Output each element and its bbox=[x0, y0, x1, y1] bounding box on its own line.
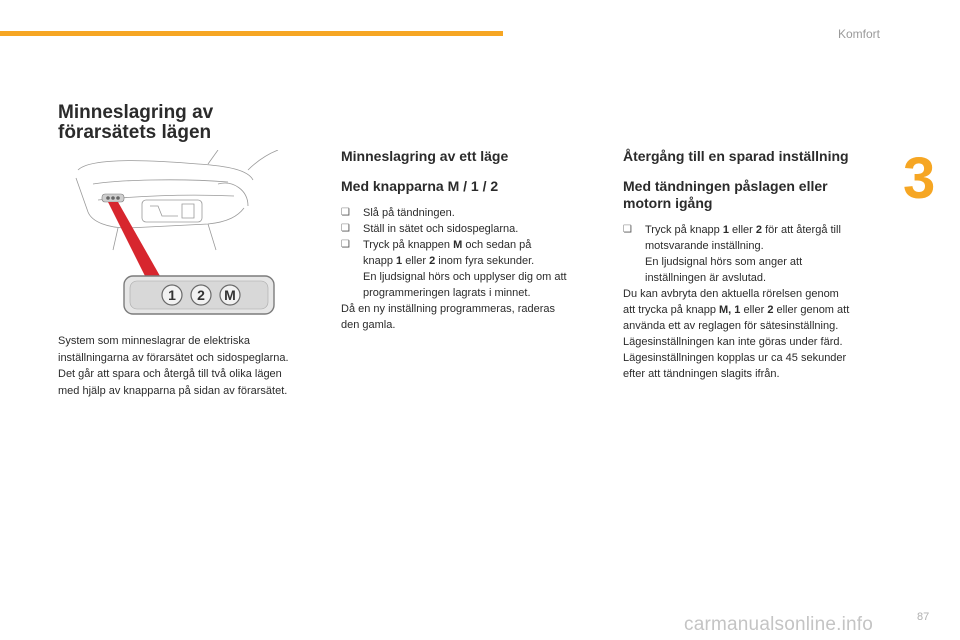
text: att trycka på knapp bbox=[623, 304, 719, 316]
bold-key: 2 bbox=[755, 224, 763, 236]
seat-memory-buttons-small bbox=[102, 194, 124, 202]
text: Tryck på knapp bbox=[645, 224, 723, 236]
step-item bbox=[341, 221, 603, 237]
text: för att återgå till bbox=[762, 224, 841, 236]
store-note bbox=[341, 301, 603, 333]
step-text bbox=[363, 253, 603, 269]
title-line-2: förarsätets lägen bbox=[58, 122, 212, 143]
memory-button-2 bbox=[191, 285, 211, 305]
intro-line: Det går att spara och återgå till två olika lägen bbox=[58, 368, 282, 380]
checkbox-icon: ❏ bbox=[341, 207, 350, 218]
seat-memory-illustration bbox=[58, 150, 284, 320]
text: eller bbox=[740, 304, 768, 316]
bold-key: 1 bbox=[722, 224, 729, 236]
step-text: motsvarande inställning. bbox=[645, 240, 764, 252]
watermark: carmanualsonline.info bbox=[684, 614, 874, 635]
step-text: En ljudsignal hörs och upplyser dig om att bbox=[363, 271, 567, 283]
note-line: efter att tändningen slagits ifrån. bbox=[623, 368, 780, 380]
note-line bbox=[623, 304, 849, 316]
text: eller bbox=[402, 255, 430, 267]
title-line-1: Minneslagring av bbox=[58, 102, 214, 123]
store-position-subheading: Med knapparna M / 1 / 2 bbox=[341, 178, 499, 194]
note-line: använda ett av reglagen för sätesinställning. bbox=[623, 320, 839, 332]
note-line: Då en ny inställning programmeras, raderas bbox=[341, 303, 555, 315]
step-text: inställningen är avslutad. bbox=[645, 272, 767, 284]
note-line: den gamla. bbox=[341, 319, 396, 331]
checkbox-icon: ❏ bbox=[341, 239, 350, 250]
header-accent-bar bbox=[0, 31, 503, 36]
memory-button-1-label: 1 bbox=[168, 287, 176, 303]
subheading-line: Med tändningen påslagen eller bbox=[623, 178, 828, 194]
step-item bbox=[623, 222, 885, 286]
note-line: Lägesinställningen kan inte göras under färd. bbox=[623, 336, 843, 348]
text: och sedan på bbox=[462, 239, 532, 251]
bold-key: 1 bbox=[396, 255, 403, 267]
page-title bbox=[58, 103, 328, 143]
section-name: Komfort bbox=[838, 27, 881, 41]
step-text bbox=[645, 222, 885, 238]
step-text: Slå på tändningen. bbox=[363, 207, 455, 219]
memory-button-m bbox=[220, 285, 240, 305]
page-number: 87 bbox=[917, 611, 930, 623]
bold-key: M, 1 bbox=[719, 304, 741, 316]
text: Tryck på knappen bbox=[363, 239, 454, 251]
intro-line: inställningarna av förarsätet och sidospeglarna. bbox=[58, 351, 289, 364]
checkbox-icon: ❏ bbox=[623, 224, 632, 235]
intro-text bbox=[58, 333, 328, 399]
bold-key: 2 bbox=[429, 255, 436, 267]
subheading-line: motorn igång bbox=[623, 195, 713, 211]
memory-button-1 bbox=[162, 285, 182, 305]
store-position-heading: Minneslagring av ett läge bbox=[341, 148, 509, 164]
step-item bbox=[341, 237, 603, 301]
intro-line: System som minneslagrar de elektriska bbox=[58, 335, 250, 347]
step-text: En ljudsignal hörs som anger att bbox=[645, 256, 803, 268]
recall-steps-list bbox=[623, 222, 885, 286]
text: eller genom att bbox=[773, 304, 850, 316]
note-line: Du kan avbryta den aktuella rörelsen genom bbox=[623, 288, 839, 300]
store-position-section bbox=[341, 148, 603, 333]
store-steps-list bbox=[341, 205, 603, 301]
memory-button-m-label: M bbox=[224, 287, 236, 303]
recall-position-section bbox=[623, 148, 885, 382]
bold-key: 2 bbox=[767, 304, 774, 316]
text: eller bbox=[728, 224, 756, 236]
recall-position-subheading bbox=[623, 178, 885, 212]
checkbox-icon: ❏ bbox=[341, 223, 350, 234]
text: knapp bbox=[363, 255, 397, 267]
memory-button-panel bbox=[124, 276, 274, 314]
text: inom fyra sekunder. bbox=[435, 255, 535, 267]
memory-button-2-label: 2 bbox=[197, 287, 205, 303]
intro-line: med hjälp av knapparna på sidan av förarsätet. bbox=[58, 384, 288, 397]
recall-note bbox=[623, 286, 885, 382]
step-text: programmeringen lagrats i minnet. bbox=[363, 287, 531, 299]
step-text: Ställ in sätet och sidospeglarna. bbox=[363, 223, 519, 235]
step-text bbox=[363, 237, 603, 253]
step-item bbox=[341, 205, 603, 221]
note-line: Lägesinställningen kopplas ur ca 45 sekunder bbox=[623, 352, 847, 364]
recall-position-heading: Återgång till en sparad inställning bbox=[623, 148, 849, 164]
red-pointer bbox=[108, 202, 160, 278]
bold-key: M bbox=[453, 239, 463, 251]
chapter-number: 3 bbox=[903, 146, 936, 211]
